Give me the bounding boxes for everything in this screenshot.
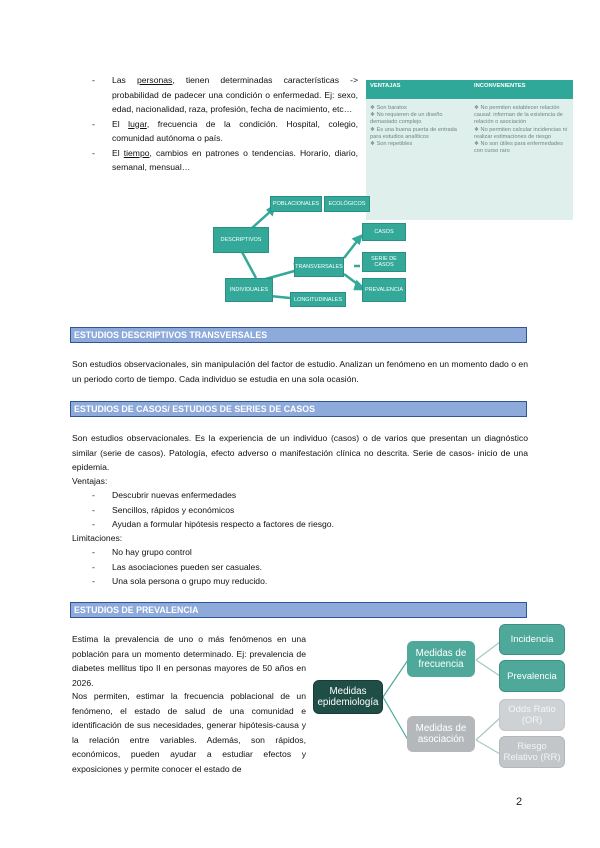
node-prevalencia: PREVALENCIA	[362, 278, 406, 302]
ventaja-item: ❖ Es una buena puerta de entrada para estudios analíticos	[370, 126, 457, 140]
section-text-prevalencia-1: Estima la prevalencia de uno o más fenómenos en una población para un momento determinado. Ej: prevalencia de diabetes mellitus tipo II en personas mayores de 50 años en 2026.	[72, 634, 306, 688]
section-text-prevalencia-2: Nos permiten, estimar la frecuencia poblacional de un fenómeno, el estado de salud de una comunidad e identificación de sus necesidades, generar hipótesis-causa y la relación entre variables. Además, son rápidos, económicos, pueden ayudar a estudiar efectos y exposiciones y permite conocer el estado de	[72, 691, 306, 774]
top-bullet-list	[90, 73, 358, 175]
limitaciones-label: Limitaciones:	[72, 533, 123, 543]
node-longitudinales: LONGITUDINALES	[290, 292, 346, 307]
list-item: - Descubrir nuevas enfermedades	[90, 488, 490, 503]
inconveniente-item: ❖ No son útiles para enfermedades con curso raro	[473, 141, 563, 155]
inconveniente-item: ❖ No permiten calcular incidencias ni realizar estimaciones de riesgo	[473, 126, 567, 140]
bullet-personas: - Las personas, tienen determinadas características -> probabilidad de padecer una condición o enfermedad. Ej: sexo, edad, nacionalidad, raza, profesión, fecha de nacimiento, etc…	[90, 73, 358, 117]
node-riesgo-relativo: Riesgo Relativo (RR)	[499, 736, 565, 768]
table-header-inconvenientes: INCONVENIENTES	[473, 83, 526, 89]
section-text-casos: Son estudios observacionales. Es la experiencia de un individuo (casos) o de varios que presentan un diagnóstico similar (serie de casos). Patología, efecto adverso o manifestación clínica no descrita. Serie de casos- inicio de una epidemia.	[72, 433, 528, 472]
list-item: - Una sola persona o grupo muy reducido.	[90, 574, 490, 589]
section-header-casos: ESTUDIOS DE CASOS/ ESTUDIOS DE SERIES DE CASOS	[70, 401, 527, 417]
ventajas-list	[90, 488, 490, 532]
section-header-prevalencia: ESTUDIOS DE PREVALENCIA	[70, 602, 527, 618]
bullet-tiempo: - El tiempo, cambios en patrones o tendencias. Horario, diario, semanal, mensual…	[90, 146, 358, 175]
bullet-lugar: - El lugar, frecuencia de la condición. Hospital, colegio, comunidad autónoma o país.	[90, 117, 358, 146]
limitaciones-list	[90, 545, 490, 589]
ventajas-column	[366, 105, 470, 155]
inconveniente-item: ❖ No permiten establecer relación causal: informan de la existencia de relación o asociación	[473, 105, 563, 126]
ventajas-label: Ventajas:	[72, 476, 108, 486]
node-medidas-asociacion: Medidas de asociación	[407, 716, 475, 752]
section-text-transversales: Son estudios observacionales, sin manipulación del factor de estudio. Analizan un fenómeno en un momento dado o en un periodo corto de tiempo. Cada individuo se estudia en una sola ocasión.	[72, 359, 528, 384]
list-item: - Ayudan a formular hipótesis respecto a factores de riesgo.	[90, 517, 490, 532]
node-poblacionales: POBLACIONALES	[270, 196, 322, 212]
node-medidas-frecuencia: Medidas de frecuencia	[407, 641, 475, 677]
node-medidas-epidemiologia: Medidas epidemiología	[313, 680, 383, 714]
node-casos: CASOS	[362, 223, 406, 241]
list-item: - No hay grupo control	[90, 545, 490, 560]
node-prevalencia: Prevalencia	[499, 660, 565, 692]
ventaja-item: ❖ Son repetibles	[370, 141, 413, 148]
node-ecologicos: ECOLÓGICOS	[324, 196, 370, 212]
node-odds-ratio: Odds Ratio (OR)	[499, 699, 565, 731]
page-number: 2	[516, 796, 523, 808]
ventaja-item: ❖ Son baratos	[370, 105, 407, 111]
section-header-transversales: ESTUDIOS DESCRIPTIVOS TRANSVERSALES	[70, 327, 527, 343]
node-transversales: TRANSVERSALES	[294, 257, 344, 277]
node-serie-casos: SERIE DE CASOS	[362, 252, 406, 272]
node-individuales: INDIVIDUALES	[225, 278, 273, 302]
list-item: - Las asociaciones pueden ser casuales.	[90, 560, 490, 575]
list-item: - Sencillos, rápidos y económicos	[90, 503, 490, 518]
inconvenientes-column	[470, 105, 573, 155]
table-header-ventajas: VENTAJAS	[370, 83, 401, 89]
node-incidencia: Incidencia	[499, 624, 565, 655]
ventaja-item: ❖ No requieren de un diseño demasiado complejo	[370, 112, 443, 126]
node-descriptivos: DESCRIPTIVOS	[213, 227, 269, 253]
